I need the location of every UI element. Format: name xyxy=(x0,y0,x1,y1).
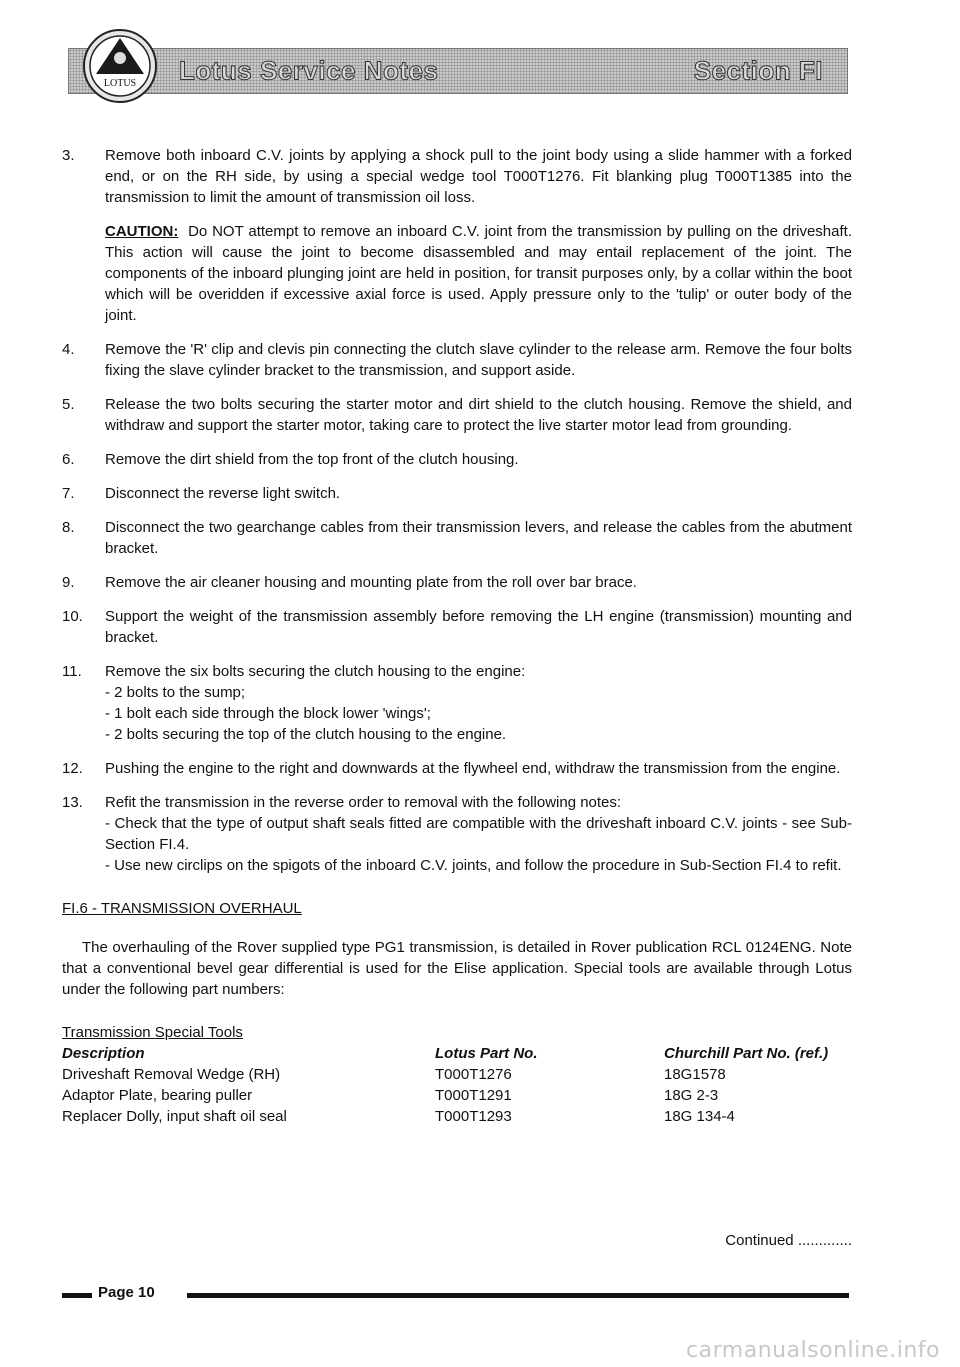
sub-item: - 2 bolts securing the top of the clutch housing to the engine. xyxy=(105,726,507,743)
step-text: Refit the transmission in the reverse order to removal with the following notes: xyxy=(105,794,622,811)
step-3 xyxy=(62,145,852,208)
step-number: 4. xyxy=(62,341,75,358)
step-5 xyxy=(62,394,852,436)
step-4 xyxy=(62,339,852,381)
table-cell: Adaptor Plate, bearing puller xyxy=(62,1087,253,1104)
table-cell: Replacer Dolly, input shaft oil seal xyxy=(62,1108,287,1125)
step-number: 3. xyxy=(62,147,75,164)
step-number: 6. xyxy=(62,451,75,468)
step-9 xyxy=(62,572,852,593)
step-number: 9. xyxy=(62,574,75,591)
step-text: Pushing the engine to the right and downwards at the flywheel end, withdraw the transmission from the engine. xyxy=(105,760,841,777)
header-churchill-part: Churchill Part No. (ref.) xyxy=(664,1045,829,1062)
step-text: Remove both inboard C.V. joints by applying a shock pull to the joint body using a slide hammer with a forked end, or on the RH side, by using a special wedge tool T000T1276. Fit blanking plug T000T1385 into the transmission to limit the amount of transmission oil loss. xyxy=(105,147,852,206)
watermark: carmanualsonline.info xyxy=(686,1338,940,1363)
step-10 xyxy=(62,606,852,648)
step-body xyxy=(105,792,852,876)
step-text: Disconnect the reverse light switch. xyxy=(105,485,341,502)
overhaul-paragraph: The overhauling of the Rover supplied type PG1 transmission, is detailed in Rover publication RCL 0124ENG. Note that a conventional bevel gear differential is used for the Elise application. Special tools are available through Lotus under the following part numbers: xyxy=(62,939,852,998)
step-12 xyxy=(62,758,852,779)
sub-item: - 1 bolt each side through the block lower 'wings'; xyxy=(105,705,431,722)
continued-note: Continued ............. xyxy=(725,1232,852,1249)
header-title: Lotus Service Notes xyxy=(179,55,439,86)
step-7 xyxy=(62,483,852,504)
header-banner xyxy=(68,48,848,94)
step-13 xyxy=(62,792,852,876)
step-text: Disconnect the two gearchange cables from their transmission levers, and release the cables from the abutment bracket. xyxy=(105,519,852,557)
table-cell: 18G 2-3 xyxy=(664,1087,719,1104)
header-lotus-part: Lotus Part No. xyxy=(435,1045,538,1062)
sub-item: - 2 bolts to the sump; xyxy=(105,684,246,701)
step-number: 10. xyxy=(62,608,83,625)
caution-note xyxy=(105,221,852,326)
footer-rule-right xyxy=(187,1293,849,1298)
table-cell: 18G 134-4 xyxy=(664,1108,735,1125)
table-cell: T000T1276 xyxy=(435,1066,512,1083)
step-number: 11. xyxy=(62,663,82,680)
table-cell: 18G1578 xyxy=(664,1066,726,1083)
table-cell: T000T1291 xyxy=(435,1087,512,1104)
tools-title: Transmission Special Tools xyxy=(62,1024,243,1041)
sub-item: - Check that the type of output shaft seals fitted are compatible with the driveshaft inboard C.V. joints - see Sub-Section FI.4. xyxy=(105,815,852,853)
step-text: Remove the air cleaner housing and mounting plate from the roll over bar brace. xyxy=(105,574,637,591)
step-number: 8. xyxy=(62,519,75,536)
caution-label: CAUTION: xyxy=(105,223,179,240)
table-cell: T000T1293 xyxy=(435,1108,512,1125)
step-number: 12. xyxy=(62,760,83,777)
header-section: Section FI xyxy=(693,55,823,86)
page-number: Page 10 xyxy=(98,1284,155,1301)
table-cell: Driveshaft Removal Wedge (RH) xyxy=(62,1066,281,1083)
table-row xyxy=(62,1106,852,1127)
step-text: Remove the six bolts securing the clutch housing to the engine: xyxy=(105,663,526,680)
step-text: Remove the dirt shield from the top front of the clutch housing. xyxy=(105,451,519,468)
step-text: Release the two bolts securing the starter motor and dirt shield to the clutch housing. Remove the shield, and withdraw and support the starter motor, taking care to protect the live starter motor lead from grounding. xyxy=(105,396,852,434)
table-row xyxy=(62,1064,852,1085)
caution-text: Do NOT attempt to remove an inboard C.V. joint from the transmission by pulling on the driveshaft. This action will cause the joint to become disassembled and may entail replacement of the joint. The components of the inboard plunging joint are held in position, for transit purposes only, by a collar within the boot which will be overidden if excessive axial force is used. Apply pressure only to the 'tulip' or outer body of the joint. xyxy=(105,223,852,324)
step-number: 5. xyxy=(62,396,75,413)
table-header-row xyxy=(62,1043,852,1064)
section-heading: FI.6 - TRANSMISSION OVERHAUL xyxy=(62,900,302,917)
step-8 xyxy=(62,517,852,559)
sub-item: - Use new circlips on the spigots of the inboard C.V. joints, and follow the procedure in Sub-Section FI.4 to refit. xyxy=(105,857,842,874)
step-text: Remove the 'R' clip and clevis pin connecting the clutch slave cylinder to the release arm. Remove the four bolts fixing the slave cylinder bracket to the transmission, and support aside. xyxy=(105,341,852,379)
tools-table xyxy=(62,1043,852,1127)
step-number: 13. xyxy=(62,794,83,811)
lotus-logo xyxy=(82,28,158,104)
step-body xyxy=(105,661,852,745)
step-11 xyxy=(62,661,852,745)
step-number: 7. xyxy=(62,485,75,502)
content xyxy=(62,145,852,1127)
table-row xyxy=(62,1085,852,1106)
step-6 xyxy=(62,449,852,470)
footer-rule-left xyxy=(62,1293,92,1298)
header-description: Description xyxy=(62,1045,145,1062)
logo-text: LOTUS xyxy=(103,78,137,89)
step-text: Support the weight of the transmission assembly before removing the LH engine (transmission) mounting and bracket. xyxy=(105,608,852,646)
